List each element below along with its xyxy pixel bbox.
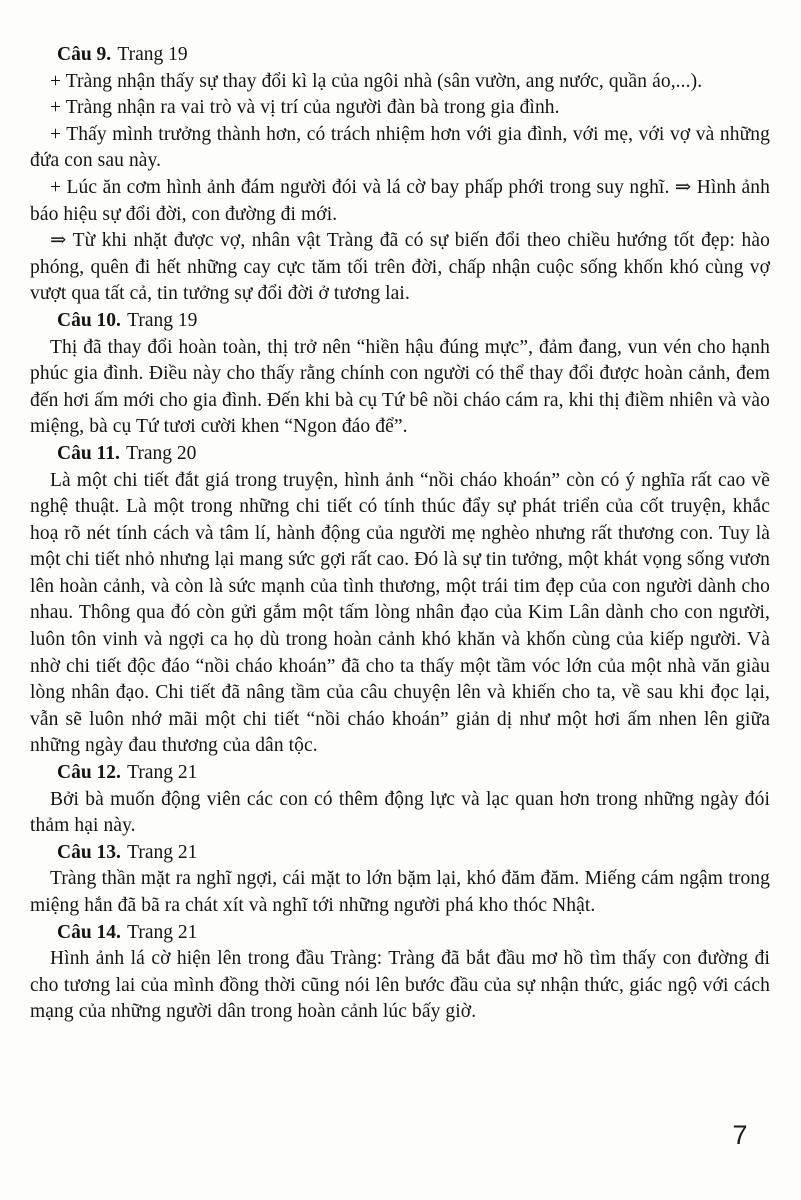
question-heading bbox=[30, 920, 770, 947]
answer-paragraph: Tràng thần mặt ra nghĩ ngợi, cái mặt to lớn bặm lại, khó đăm đăm. Miếng cám ngậm trong miệng hắn đã bã ra chát xít và nghĩ tới những người phá kho thóc Nhật. bbox=[30, 868, 770, 916]
question-page-ref: Trang 20 bbox=[126, 442, 197, 464]
question-page-ref: Trang 19 bbox=[127, 309, 198, 331]
question-page-ref: Trang 21 bbox=[127, 921, 198, 943]
answer-paragraph: + Lúc ăn cơm hình ảnh đám người đói và lá cờ bay phấp phới trong suy nghĩ. ⇒ Hình ảnh báo hiệu sự đổi đời, con đường đi mới. bbox=[30, 176, 770, 225]
question-label: Câu 13. bbox=[57, 841, 121, 863]
question-page-ref: Trang 21 bbox=[127, 762, 198, 784]
question-label: Câu 11. bbox=[57, 442, 120, 464]
question-label: Câu 14. bbox=[57, 921, 121, 943]
answer-paragraph: Bởi bà muốn động viên các con có thêm động lực và lạc quan hơn trong những ngày đói thảm hại này. bbox=[30, 788, 770, 837]
answer-paragraph: ⇒ Từ khi nhặt được vợ, nhân vật Tràng đã có sự biến đổi theo chiều hướng tốt đẹp: hào phóng, quên đi hết những cay cực tăm tối trên đời, chấp nhận cuộc sống khốn khó cùng vợ vượt qua tất cả, tin tưởng sự đổi đời ở tương lai. bbox=[30, 230, 770, 305]
question-label: Câu 10. bbox=[57, 309, 121, 331]
answer-paragraph: Hình ảnh lá cờ hiện lên trong đầu Tràng: Tràng đã bắt đầu mơ hồ tìm thấy con đường đi cho tương lai của mình đồng thời cũng nói lên bước đầu của sự nhận thức, giác ngộ với cách mạng của những người dân trong hoàn cảnh lúc bấy giờ. bbox=[30, 948, 770, 1023]
question-heading bbox=[30, 42, 770, 69]
answer-paragraph: + Tràng nhận ra vai trò và vị trí của người đàn bà trong gia đình. bbox=[50, 97, 560, 119]
question-label: Câu 9. bbox=[57, 44, 112, 65]
question-page-ref: Trang 19 bbox=[117, 44, 188, 65]
question-page-ref: Trang 21 bbox=[127, 841, 198, 863]
answer-paragraph: + Tràng nhận thấy sự thay đổi kì lạ của ngôi nhà (sân vườn, ang nước, quần áo,...). bbox=[50, 70, 703, 92]
answer-paragraph: Thị đã thay đổi hoàn toàn, thị trở nên “hiền hậu đúng mực”, đảm đang, vun vén cho hạnh phúc gia đình. Điều này cho thấy rằng chính con người có thể thay đổi được hoàn cảnh, đem đến hơi ấm mới cho gia đình. Đến khi bà cụ Tứ bê nồi cháo cám ra, khi thị điềm nhiên và vào miệng, bà cụ Tứ tươi cười khen “Ngon đáo để”. bbox=[30, 336, 770, 438]
question-heading bbox=[30, 840, 770, 867]
question-heading bbox=[30, 441, 770, 468]
question-heading bbox=[30, 308, 770, 335]
answer-paragraph: + Thấy mình trưởng thành hơn, có trách nhiệm hơn với gia đình, với mẹ, với vợ và những đứa con sau này. bbox=[30, 123, 770, 172]
answer-paragraph: Là một chi tiết đắt giá trong truyện, hình ảnh “nồi cháo khoán” còn có ý nghĩa rất cao về nghệ thuật. Là một trong những chi tiết có tính thúc đẩy sự phát triển của cốt truyện, khắc hoạ rõ nét tính cách và tâm lí, hành động của người mẹ nghèo nhưng rất thương con. Tuy là một chi tiết nhỏ nhưng lại mang sức gợi rất cao. Đó là sự tin tưởng, một khát vọng sống vươn lên hoàn cảnh, và còn là sức mạnh của tình thương, một trái tim đẹp của con người dành cho nhau. Thông qua đó còn gửi gắm một tấm lòng nhân đạo của Kim Lân dành cho con người, luôn tôn vinh và ngợi ca họ dù trong hoàn cảnh khó khăn và khốn cùng của kiếp người. Và nhờ chi tiết độc đáo “nồi cháo khoán” đã cho ta thấy một tầm vóc lớn của một nhà văn giàu lòng nhân đạo. Chi tiết đã nâng tầm của câu chuyện lên và khiến cho ta, về sau khi đọc lại, vẫn sẽ luôn nhớ mãi một chi tiết “nồi cháo khoán” giản dị như một hơi ấm nhen lên giữa những ngày đau thương của dân tộc. bbox=[30, 469, 770, 757]
page-number: 7 bbox=[732, 1120, 748, 1150]
question-heading bbox=[30, 760, 770, 787]
question-label: Câu 12. bbox=[57, 762, 121, 784]
